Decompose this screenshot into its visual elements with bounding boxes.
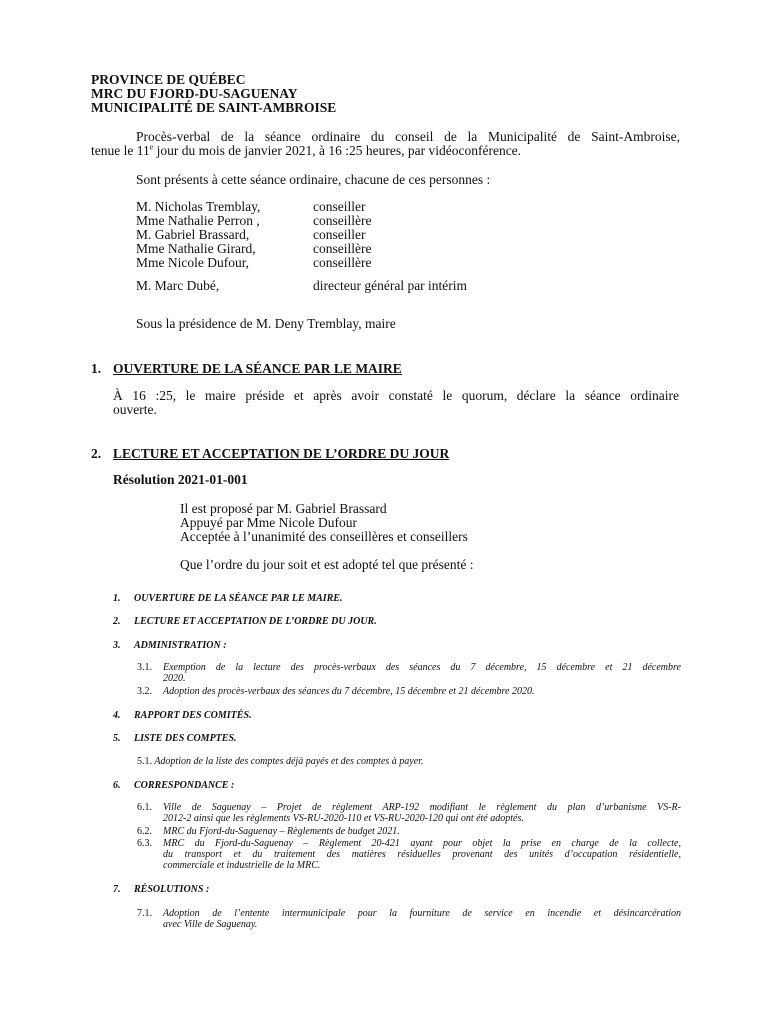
section-title: OUVERTURE DE LA SÉANCE PAR LE MAIRE <box>113 361 402 376</box>
section-1-heading <box>91 361 402 377</box>
section-title: LECTURE ET ACCEPTATION DE L’ORDRE DU JOUR <box>113 446 450 461</box>
attendee-role: conseiller <box>313 227 366 242</box>
municipality-heading: MUNICIPALITÉ DE SAINT-AMBROISE <box>91 100 337 115</box>
proposed-line: Il est proposé par M. Gabriel Brassard <box>180 501 387 516</box>
present-intro: Sont présents à cette séance ordinaire, chacune de ces personnes : <box>136 172 491 187</box>
intro-line-2: tenue le 11e jour du mois de janvier 2021, à 16 :25 heures, par vidéoconférence. <box>91 142 522 158</box>
section-1-text-line-2: ouverte. <box>113 402 157 417</box>
intro-line-1: Procès-verbal de la séance ordinaire du conseil de la Municipalité de Saint-Ambroise, <box>136 129 680 144</box>
director-role: directeur général par intérim <box>313 278 468 293</box>
attendee-role: conseiller <box>313 199 366 214</box>
agenda-subitem: 6.1. Ville de Saguenay – Projet de règlement ARP-192 modifiant le règlement du plan d’urbanisme VS-R- 2012-2 ainsi que les règlements VS-RU-2020-110 et VS-RU-2020-120 qui ont été adoptés. <box>137 802 681 824</box>
agenda-item: 7. RÉSOLUTIONS : <box>113 884 210 895</box>
agenda-item: 2. LECTURE ET ACCEPTATION DE L’ORDRE DU JOUR. <box>113 616 377 627</box>
province-heading: PROVINCE DE QUÉBEC <box>91 72 246 87</box>
section-2-heading <box>91 446 449 462</box>
presidence-line: Sous la présidence de M. Deny Tremblay, maire <box>136 316 396 331</box>
adoption-line: Que l’ordre du jour soit et est adopté tel que présenté : <box>180 557 474 572</box>
resolution-number: Résolution 2021-01-001 <box>113 472 248 487</box>
agenda-subitem: 6.3. MRC du Fjord-du-Saguenay – Règlement 20-421 ayant pour objet la prise en charge de la collecte, du transport et du traitement des matières résiduelles provenant des unités d’occupation résidentielle, commerciale et industrielle de la MRC. <box>137 838 681 871</box>
section-number: 2. <box>91 446 102 461</box>
section-1-text-line-1: À 16 :25, le maire préside et après avoir constaté le quorum, déclare la séance ordinaire <box>113 388 679 403</box>
agenda-subitem: 7.1. Adoption de l’entente intermunicipale pour la fourniture de service en incendie et désincarcération avec Ville de Saguenay. <box>137 908 681 930</box>
agenda-item: 5. LISTE DES COMPTES. <box>113 733 237 744</box>
attendee-role: conseillère <box>313 213 372 228</box>
attendee-name: Mme Nathalie Perron , <box>136 213 260 228</box>
attendee-role: conseillère <box>313 255 372 270</box>
section-number: 1. <box>91 361 102 376</box>
attendee-name: Mme Nicole Dufour, <box>136 255 250 270</box>
attendee-name: Mme Nathalie Girard, <box>136 241 256 256</box>
attendee-role: conseillère <box>313 241 372 256</box>
mrc-heading: MRC DU FJORD-DU-SAGUENAY <box>91 86 298 101</box>
agenda-item: 6. CORRESPONDANCE : <box>113 780 235 791</box>
accepted-line: Acceptée à l’unanimité des conseillères et conseillers <box>180 529 468 544</box>
attendee-name: M. Nicholas Tremblay, <box>136 199 261 214</box>
agenda-item: 1. OUVERTURE DE LA SÉANCE PAR LE MAIRE. <box>113 593 343 604</box>
director-name: M. Marc Dubé, <box>136 278 220 293</box>
agenda-item: 3. ADMINISTRATION : <box>113 640 227 651</box>
attendee-name: M. Gabriel Brassard, <box>136 227 250 242</box>
agenda-subitem: 6.2. MRC du Fjord-du-Saguenay – Règlements de budget 2021. <box>137 826 400 837</box>
agenda-item: 4. RAPPORT DES COMITÉS. <box>113 710 252 721</box>
seconded-line: Appuyé par Mme Nicole Dufour <box>180 515 357 530</box>
agenda-subitem: 3.2. Adoption des procès-verbaux des séances du 7 décembre, 15 décembre et 21 décembre 2020. <box>137 686 535 697</box>
agenda-subitem: 3.1. Exemption de la lecture des procès-verbaux des séances du 7 décembre, 15 décembre et 21 décembre 2020. <box>137 662 681 684</box>
agenda-subitem: 5.1. Adoption de la liste des comptes déjà payés et des comptes à payer. <box>137 756 424 767</box>
